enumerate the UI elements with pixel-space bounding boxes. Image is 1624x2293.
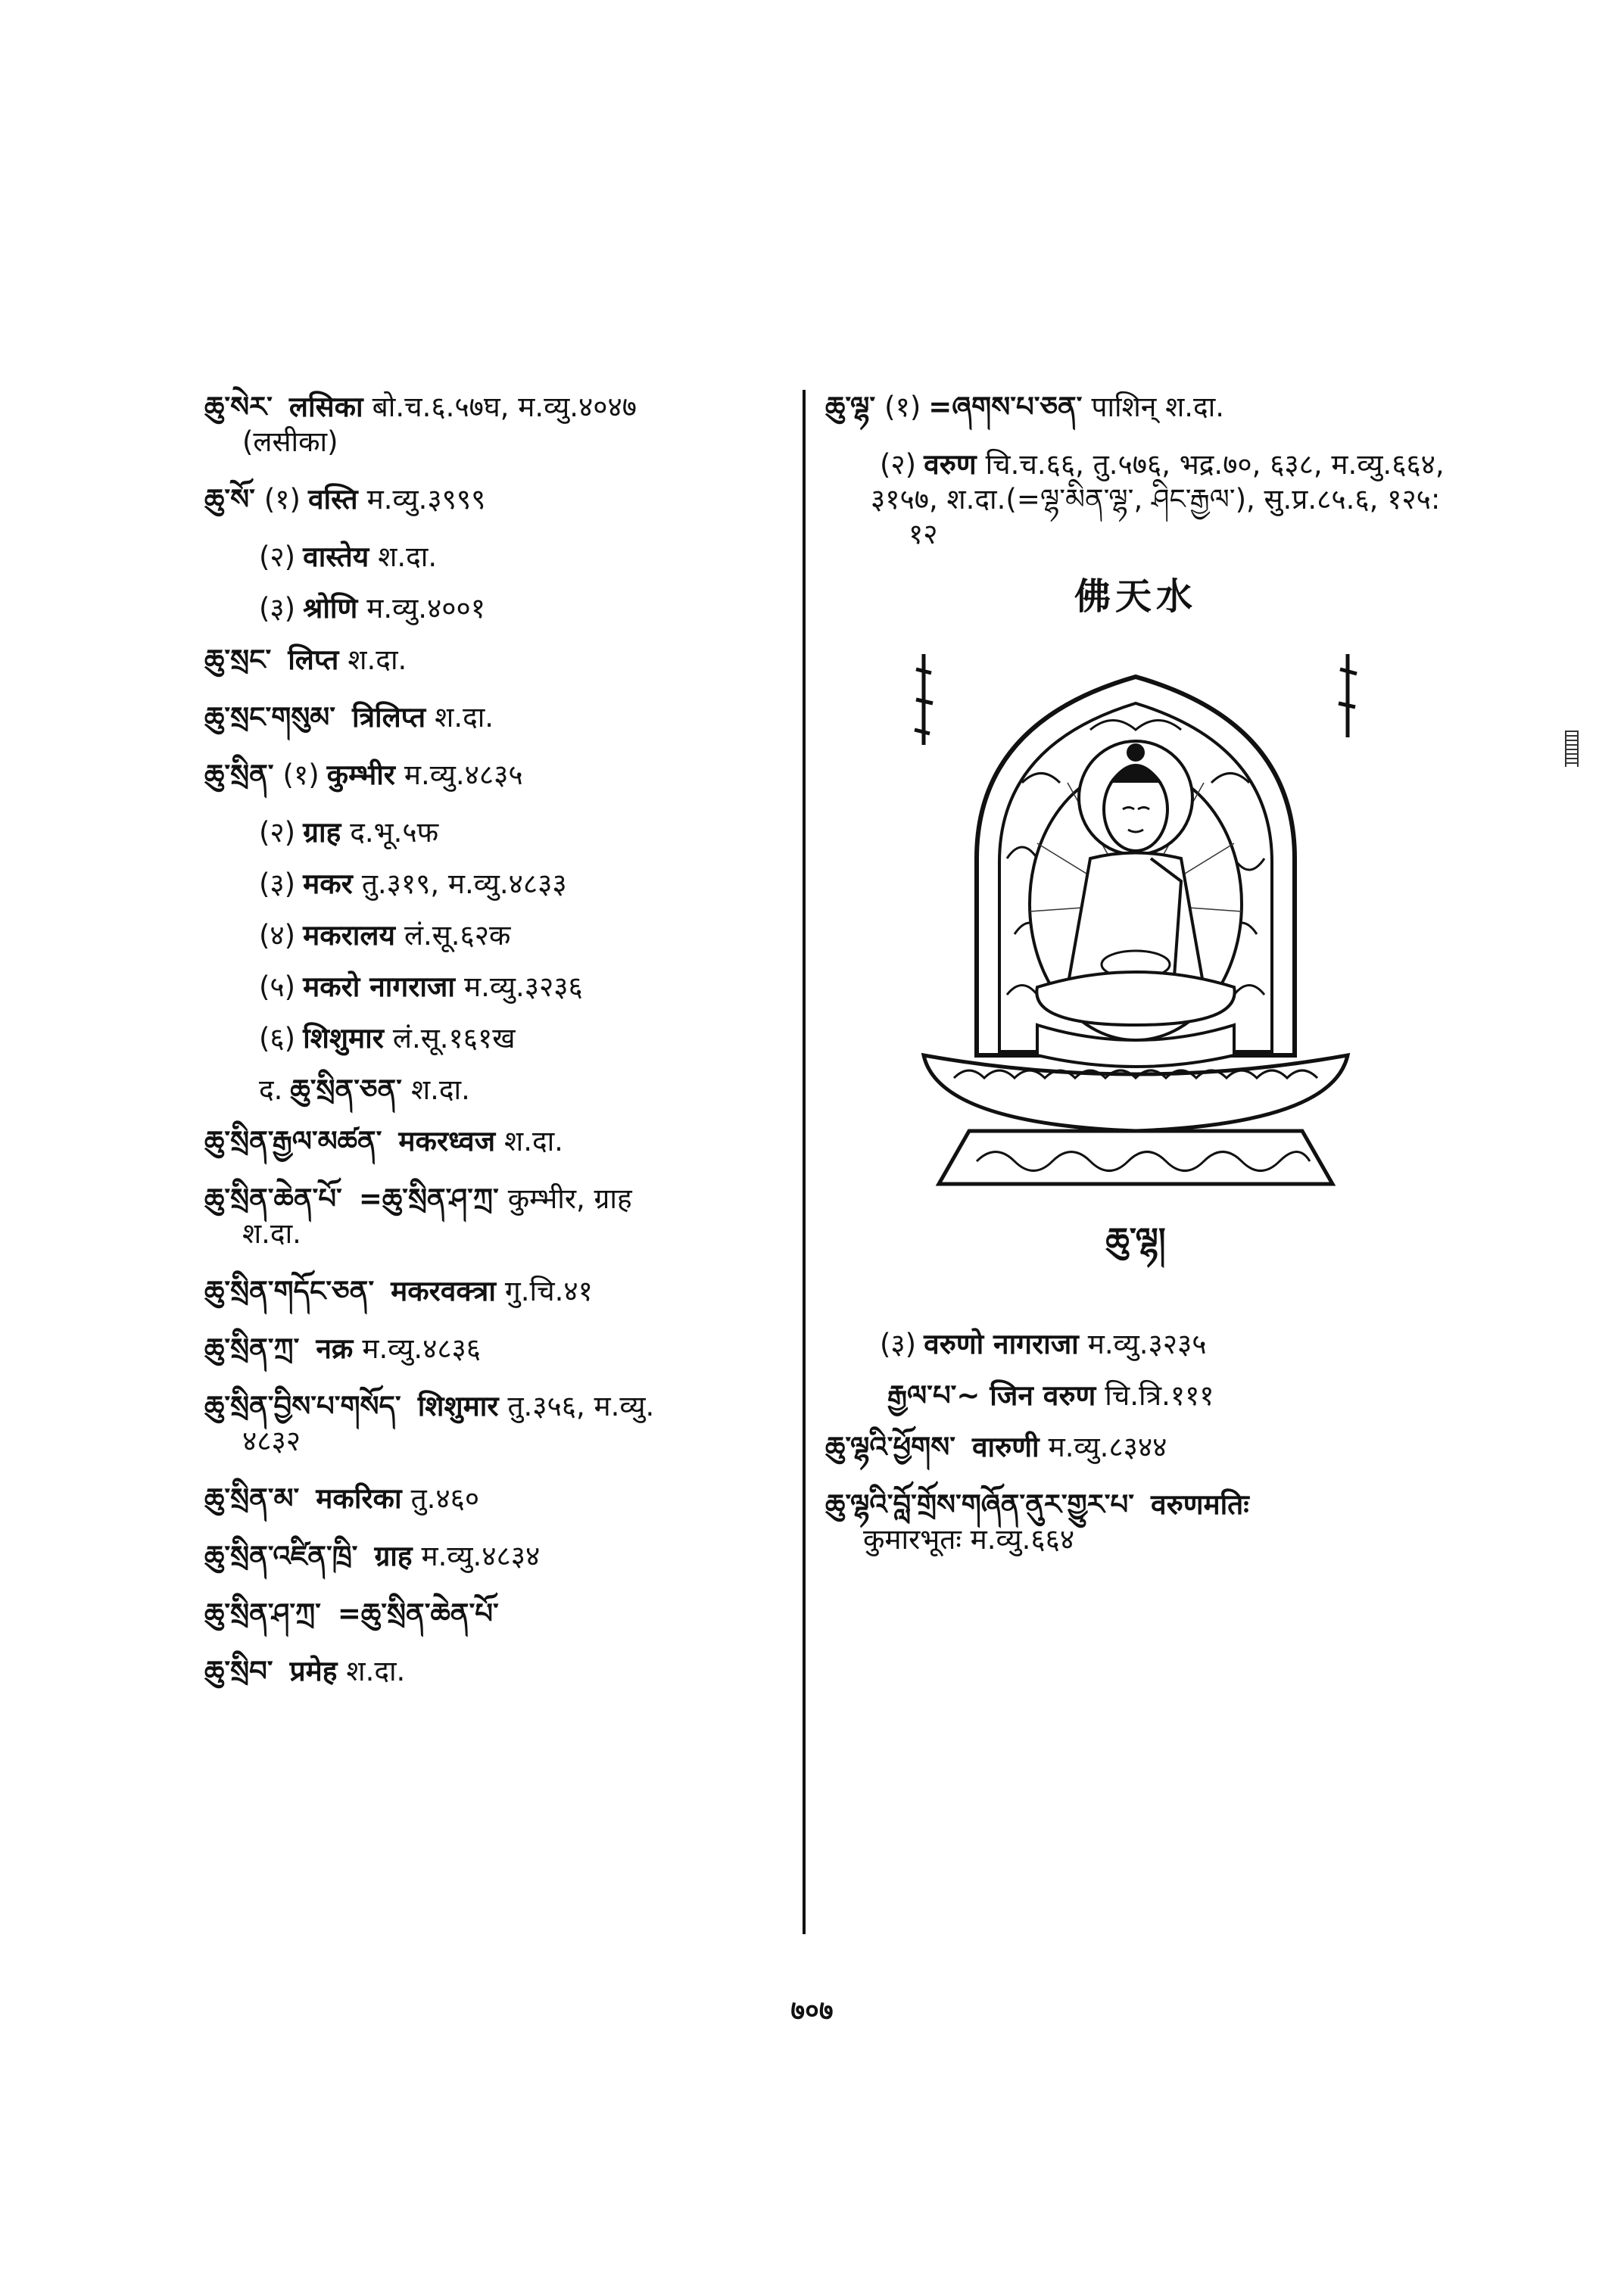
dictionary-entry — [204, 390, 787, 460]
dictionary-entry — [825, 447, 1446, 552]
sense-number: (२) — [880, 448, 917, 481]
sanskrit-equivalent: मकर — [303, 868, 353, 900]
sanskrit-equivalent: वरुणमतिः — [1151, 1488, 1249, 1521]
reference: म.व्यु.३९९९ — [366, 483, 486, 516]
left-vertical-script-mark — [915, 654, 933, 745]
headword: ཆུ་ལྷའི་ཕྱོགས་ — [825, 1431, 955, 1463]
sanskrit-equivalent: मकरिका — [316, 1482, 402, 1515]
dictionary-entry — [204, 970, 787, 1005]
sense-number: (१) — [282, 759, 320, 791]
dictionary-entry — [204, 1654, 787, 1689]
headword: ཆུ་སྲིན་མ་ — [204, 1482, 300, 1515]
sanskrit-equivalent: ཆུ་སྲིན་ཅན་ — [290, 1073, 402, 1106]
reference: म.व्यु.८३४४ — [1048, 1431, 1167, 1463]
sanskrit-equivalent: वस्ति — [307, 483, 358, 516]
sanskrit-equivalent: शिशुमार — [303, 1022, 384, 1055]
sanskrit-equivalent: मकरवक्त्रा — [391, 1275, 496, 1307]
sense-number: (३) — [259, 592, 296, 625]
sanskrit-equivalent: རྒྱལ་པ་~ जिन वरुण — [887, 1379, 1096, 1412]
sense-number: द. — [259, 1073, 283, 1106]
dictionary-entry — [204, 1073, 787, 1108]
headword: ཆུ་སྲིན་འཛིན་ཁྲི་ — [204, 1540, 358, 1572]
sanskrit-equivalent: वारुणी — [971, 1431, 1040, 1463]
dictionary-entry — [204, 591, 787, 626]
margin-marker — [1565, 731, 1579, 767]
dictionary-entry — [204, 700, 787, 735]
reference: म.व्यु.४८३४ — [421, 1540, 541, 1572]
entry-continuation: कुमारभूतः म.व्यु.६६४ — [863, 1523, 1075, 1556]
dictionary-entry — [204, 918, 787, 953]
sanskrit-equivalent: नक्र — [316, 1332, 354, 1365]
entry-continuation: ४८३२ — [242, 1425, 301, 1457]
dictionary-entry — [204, 1539, 787, 1574]
entry-continuation: १२ — [909, 518, 938, 550]
page-number: ७०७ — [790, 1995, 834, 2027]
dictionary-entry — [204, 1481, 787, 1516]
dictionary-entry — [204, 867, 787, 902]
dictionary-entry — [204, 1021, 787, 1056]
entry-continuation: श.दा. — [242, 1217, 301, 1250]
headword: ཆུ་སྲིན་ཆེན་པོ་ — [204, 1182, 342, 1215]
sense-number: (२) — [259, 816, 296, 849]
reference: तु.३५६, म.व्यु. — [507, 1390, 655, 1422]
headword: ཆུ་སྲིན་ — [204, 759, 274, 791]
sanskrit-equivalent: प्रमेह — [289, 1655, 338, 1687]
sense-number: (३) — [259, 868, 296, 900]
headword: ཆུ་སེར་ — [204, 391, 273, 423]
sense-number: (१) — [263, 483, 301, 516]
sanskrit-equivalent: मकरो नागराजा — [303, 970, 455, 1003]
dictionary-entry — [825, 390, 1446, 425]
buddha-illustration — [893, 631, 1378, 1192]
dictionary-entry — [204, 482, 787, 517]
sense-number: (६) — [259, 1022, 296, 1055]
reference: तु.४६० — [410, 1482, 480, 1515]
reference: तु.३१९, म.व्यु.४८३३ — [361, 868, 567, 900]
sanskrit-equivalent: ग्राह — [374, 1540, 413, 1572]
sanskrit-equivalent: ग्राह — [303, 816, 341, 849]
reference: द.भू.५फ — [350, 816, 439, 849]
reference: पाशिन् श.दा. — [1091, 391, 1225, 423]
sanskrit-equivalent: =ཞགས་པ་ཅན་ — [928, 391, 1083, 423]
figure-chinese-caption: 佛天水 — [1074, 575, 1197, 618]
sanskrit-equivalent: =ཆུ་སྲིན་ཆེན་པོ་ — [337, 1597, 499, 1630]
sanskrit-equivalent: श्रोणि — [303, 592, 358, 625]
sanskrit-equivalent: वरुणो नागराजा — [924, 1328, 1079, 1360]
reference: म.व्यु.४००१ — [366, 592, 485, 625]
dictionary-entry — [204, 815, 787, 850]
sense-number: (४) — [259, 919, 296, 952]
right-vertical-script-mark — [1339, 654, 1357, 737]
column-divider — [803, 390, 806, 1934]
dictionary-entry — [204, 540, 787, 575]
reference: श.दा. — [435, 701, 494, 734]
dictionary-entry — [825, 1327, 1446, 1362]
headword: ཆུ་སྲིན་ཤ་ཀྲ་ — [204, 1597, 321, 1630]
reference: म.व्यु.४८३६ — [362, 1332, 482, 1365]
sanskrit-equivalent: लिप्त — [288, 643, 339, 676]
dictionary-entry — [204, 1182, 787, 1251]
headword: ཆུ་སྲིན་རྒྱལ་མཚན་ — [204, 1125, 382, 1157]
sanskrit-equivalent: मकरालय — [303, 919, 395, 952]
right-column — [825, 390, 1446, 1580]
dictionary-entry — [204, 1124, 787, 1159]
reference: चि.त्रि.१११ — [1105, 1379, 1214, 1412]
left-column — [204, 390, 787, 1712]
headword: ཆུ་སྲིན་གདོང་ཅན་ — [204, 1275, 375, 1307]
reference: म.व्यु.४८३५ — [404, 759, 523, 791]
reference: श.दा. — [378, 541, 438, 573]
reference: श.दा. — [348, 643, 407, 676]
sense-number: (३) — [880, 1328, 917, 1360]
sanskrit-equivalent: कुम्भीर — [326, 759, 395, 791]
dictionary-entry — [825, 1379, 1446, 1413]
dictionary-entry — [825, 1430, 1446, 1465]
headword: ཆུ་སྲང་ — [204, 643, 272, 676]
dictionary-entry — [825, 1488, 1446, 1557]
headword: ཆུ་ལྷའི་བློ་གྲོས་གཞོན་ནུར་གྱུར་པ་ — [825, 1488, 1134, 1521]
sanskrit-equivalent: वास्तेय — [303, 541, 369, 573]
reference: चि.च.६६, तु.५७६, भद्र.७०, ६३८, म.व्यु.६६४, ३१५७, श.दा.(=ལྷ་མིན་ལྷ་, ཤིང་རྒྱལ་), सु.प्र.८५.६, १२५: — [871, 448, 1445, 516]
headword: ཆུ་ལྷ་ — [825, 391, 876, 423]
sanskrit-equivalent: त्रिलिप्त — [351, 701, 426, 734]
dictionary-entry — [204, 1597, 787, 1631]
headword: ཆུ་སོ་ — [204, 483, 255, 516]
headword: ཆུ་སྲིན་ཀྲ་ — [204, 1332, 300, 1365]
headword: ཆུ་སྲིན་བྱིས་པ་གསོད་ — [204, 1390, 401, 1422]
dictionary-entry — [204, 758, 787, 793]
reference: कुम्भीर, ग्राह — [507, 1182, 632, 1215]
reference: श.दा. — [504, 1125, 563, 1157]
reference: गु.चि.४१ — [504, 1275, 593, 1307]
reference: म.व्यु.३२३६ — [463, 970, 583, 1003]
right-column-bottom-entries — [825, 1327, 1446, 1557]
sanskrit-equivalent: शिशुमार — [417, 1390, 499, 1422]
headword: ཆུ་སྲིབ་ — [204, 1655, 273, 1687]
entry-continuation: (लसीका) — [242, 425, 338, 458]
reference: म.व्यु.३२३५ — [1087, 1328, 1207, 1360]
sense-number: (५) — [259, 970, 296, 1003]
sanskrit-equivalent: =ཆུ་སྲིན་ཤ་ཀྲ་ — [358, 1182, 499, 1215]
headword: ཆུ་སྲང་གསུམ་ — [204, 701, 335, 734]
sense-number: (१) — [884, 391, 921, 423]
buddha-figure — [893, 575, 1378, 1195]
reference: श.दा. — [410, 1073, 470, 1106]
dictionary-entry — [204, 1389, 787, 1459]
dictionary-entry — [204, 1332, 787, 1366]
reference: लं.सू.६२क — [404, 919, 511, 952]
reference: श.दा. — [346, 1655, 406, 1687]
dictionary-entry — [204, 643, 787, 678]
sanskrit-equivalent: मकरध्वज — [398, 1125, 496, 1157]
sanskrit-equivalent: लसिका — [288, 391, 363, 423]
sense-number: (२) — [259, 541, 296, 573]
figure-tibetan-caption: ཆུ་ལྷ། — [1105, 1221, 1166, 1260]
right-column-top-entries — [825, 390, 1446, 552]
reference: बो.च.६.५७घ, म.व्यु.४०४७ — [372, 391, 637, 423]
reference: लं.सू.१६१ख — [392, 1022, 516, 1055]
dictionary-entry — [204, 1274, 787, 1309]
sanskrit-equivalent: वरुण — [924, 448, 977, 481]
